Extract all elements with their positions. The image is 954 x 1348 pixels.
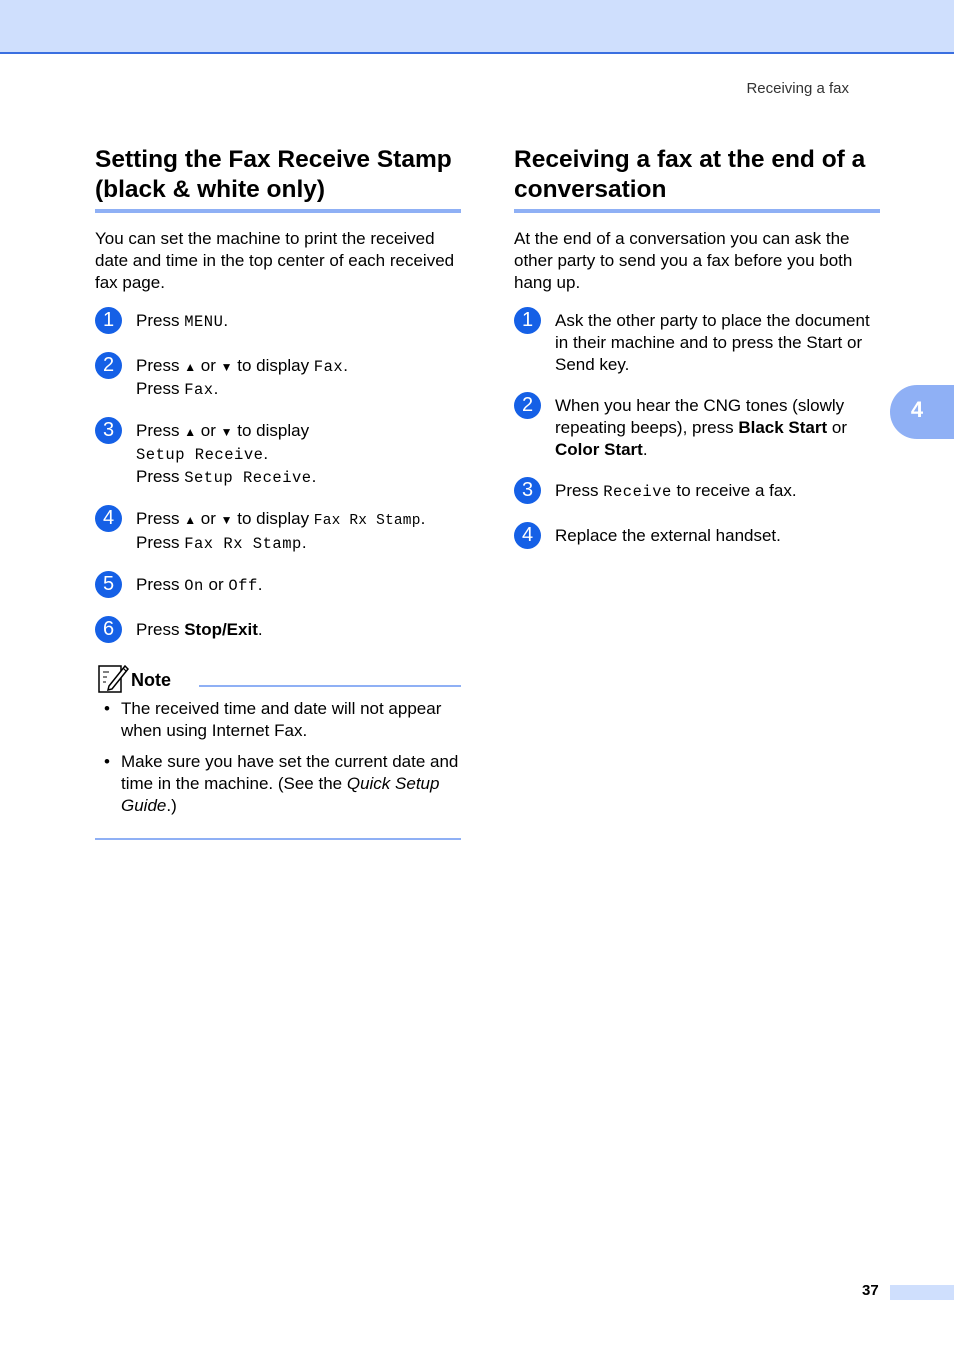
step-number-icon: 4 xyxy=(514,522,541,549)
list-item: • The received time and date will not appear when using Internet Fax. xyxy=(104,699,442,740)
guide-reference: Quick Setup Guide xyxy=(121,774,440,815)
chapter-tab: 4 xyxy=(890,385,954,439)
down-arrow-icon: ▼ xyxy=(220,425,233,439)
step: 2 When you hear the CNG tones (slowly repeating beeps), press Black Start or Color Start. xyxy=(514,395,880,461)
step-number-icon: 5 xyxy=(95,571,122,598)
lcd-text: Fax xyxy=(313,358,344,376)
lcd-text: Fax xyxy=(184,381,214,399)
step: 4 Replace the external handset. xyxy=(514,525,880,551)
note-box xyxy=(95,664,461,840)
header-band xyxy=(0,0,954,54)
step-number-icon: 2 xyxy=(514,392,541,419)
running-head: Receiving a fax xyxy=(746,80,849,97)
up-arrow-icon: ▲ xyxy=(184,360,197,374)
step-list xyxy=(514,310,880,551)
lcd-text: Off xyxy=(228,577,258,595)
step: 3 Press Receive to receive a fax. xyxy=(514,480,880,506)
step: 2 Press ▲ or ▼ to display Fax. Press Fax. xyxy=(95,355,461,401)
lcd-text: Fax Rx Stamp xyxy=(184,535,302,553)
section-intro: At the end of a conversation you can ask the other party to send you a fax before you both hang up. xyxy=(514,229,853,292)
note-pencil-icon xyxy=(97,662,129,699)
step: 6 Press Stop/Exit. xyxy=(95,619,461,645)
step: 4 Press ▲ or ▼ to display Fax Rx Stamp. Press Fax Rx Stamp. xyxy=(95,508,461,555)
down-arrow-icon: ▼ xyxy=(220,513,233,527)
bullet-icon: • xyxy=(104,752,110,771)
section-title: Setting the Fax Receive Stamp (black & white only) xyxy=(95,145,461,213)
note-rule xyxy=(199,685,461,687)
section-intro: You can set the machine to print the received date and time in the top center of each received fax page. xyxy=(95,229,455,292)
key-name: Stop/Exit xyxy=(184,620,258,639)
step-number-icon: 6 xyxy=(95,616,122,643)
list-item: • Make sure you have set the current date and time in the machine. (See the Quick Setup Guide.) xyxy=(104,752,459,815)
lcd-text: Receive xyxy=(603,483,672,501)
step: 1 Press MENU. xyxy=(95,310,461,336)
step-number-icon: 3 xyxy=(514,477,541,504)
page-number: 37 xyxy=(862,1282,879,1299)
up-arrow-icon: ▲ xyxy=(184,513,197,527)
right-column xyxy=(514,145,880,570)
step-number-icon: 4 xyxy=(95,505,122,532)
lcd-text: Fax Rx Stamp xyxy=(313,513,421,529)
down-arrow-icon: ▼ xyxy=(220,360,233,374)
footer-band xyxy=(890,1285,954,1300)
note-list xyxy=(95,698,461,840)
step-number-icon: 1 xyxy=(95,307,122,334)
step-list xyxy=(95,310,461,645)
step-number-icon: 2 xyxy=(95,352,122,379)
step: 5 Press On or Off. xyxy=(95,574,461,600)
step-number-icon: 1 xyxy=(514,307,541,334)
lcd-text: Setup Receive xyxy=(184,469,312,487)
left-column xyxy=(95,145,461,840)
lcd-text: Setup Receive xyxy=(136,446,264,464)
lcd-text: MENU xyxy=(184,313,224,331)
up-arrow-icon: ▲ xyxy=(184,425,197,439)
lcd-text: On xyxy=(184,577,204,595)
step-number-icon: 3 xyxy=(95,417,122,444)
key-name: Color Start xyxy=(555,440,643,459)
key-name: Black Start xyxy=(738,418,828,437)
step: 1 Ask the other party to place the document in their machine and to press the Start or Send key. xyxy=(514,310,880,376)
note-title: Note xyxy=(131,670,171,690)
bullet-icon: • xyxy=(104,699,110,718)
step: 3 Press ▲ or ▼ to display Setup Receive. Press Setup Receive. xyxy=(95,420,461,489)
section-title: Receiving a fax at the end of a conversation xyxy=(514,145,880,213)
